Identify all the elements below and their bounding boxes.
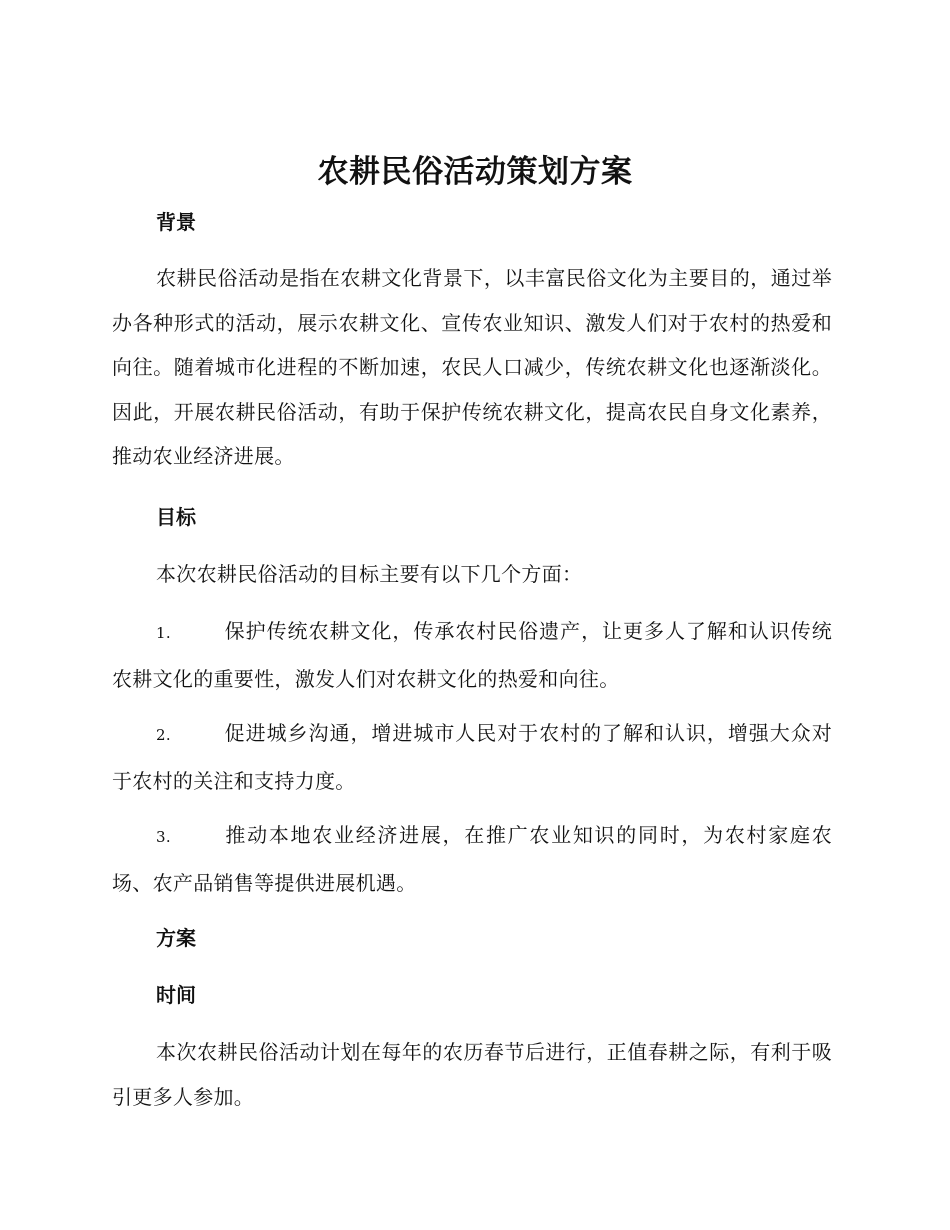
- list-number: 1.: [156, 624, 171, 642]
- list-number: 2.: [156, 726, 171, 744]
- list-item-text: 保护传统农耕文化，传承农村民俗遗产，让更多人了解和认识传统农耕文化的重要性，激发人们对农耕文化的热爱和向往。: [112, 619, 832, 691]
- list-number: 3.: [156, 828, 171, 846]
- goal-list-item: [112, 710, 832, 804]
- time-paragraph: 本次农耕民俗活动计划在每年的农历春节后进行，正值春耕之际，有利于吸引更多人参加。: [112, 1040, 832, 1109]
- section-heading-background: 背景: [156, 210, 196, 234]
- document-title: 农耕民俗活动策划方案: [317, 154, 633, 190]
- section-heading-plan: 方案: [156, 926, 196, 950]
- section-heading-time: 时间: [156, 983, 196, 1007]
- goal-list-item: [112, 812, 832, 906]
- goal-list-item: [112, 608, 832, 702]
- background-paragraph: 农耕民俗活动是指在农耕文化背景下，以丰富民俗文化为主要目的，通过举办各种形式的活动，展示农耕文化、宣传农业知识、激发人们对于农村的热爱和向往。随着城市化进程的不断加速，农民人口减少，传统农耕文化也逐渐淡化。因此，开展农耕民俗活动，有助于保护传统农耕文化，提高农民自身文化素养，推动农业经济进展。: [112, 266, 832, 468]
- goal-intro-paragraph: 本次农耕民俗活动的目标主要有以下几个方面：: [156, 562, 583, 586]
- list-item-text: 推动本地农业经济进展，在推广农业知识的同时，为农村家庭农场、农产品销售等提供进展机遇。: [112, 823, 832, 895]
- list-item-text: 促进城乡沟通，增进城市人民对于农村的了解和认识，增强大众对于农村的关注和支持力度。: [112, 721, 832, 793]
- section-heading-goal: 目标: [156, 505, 196, 529]
